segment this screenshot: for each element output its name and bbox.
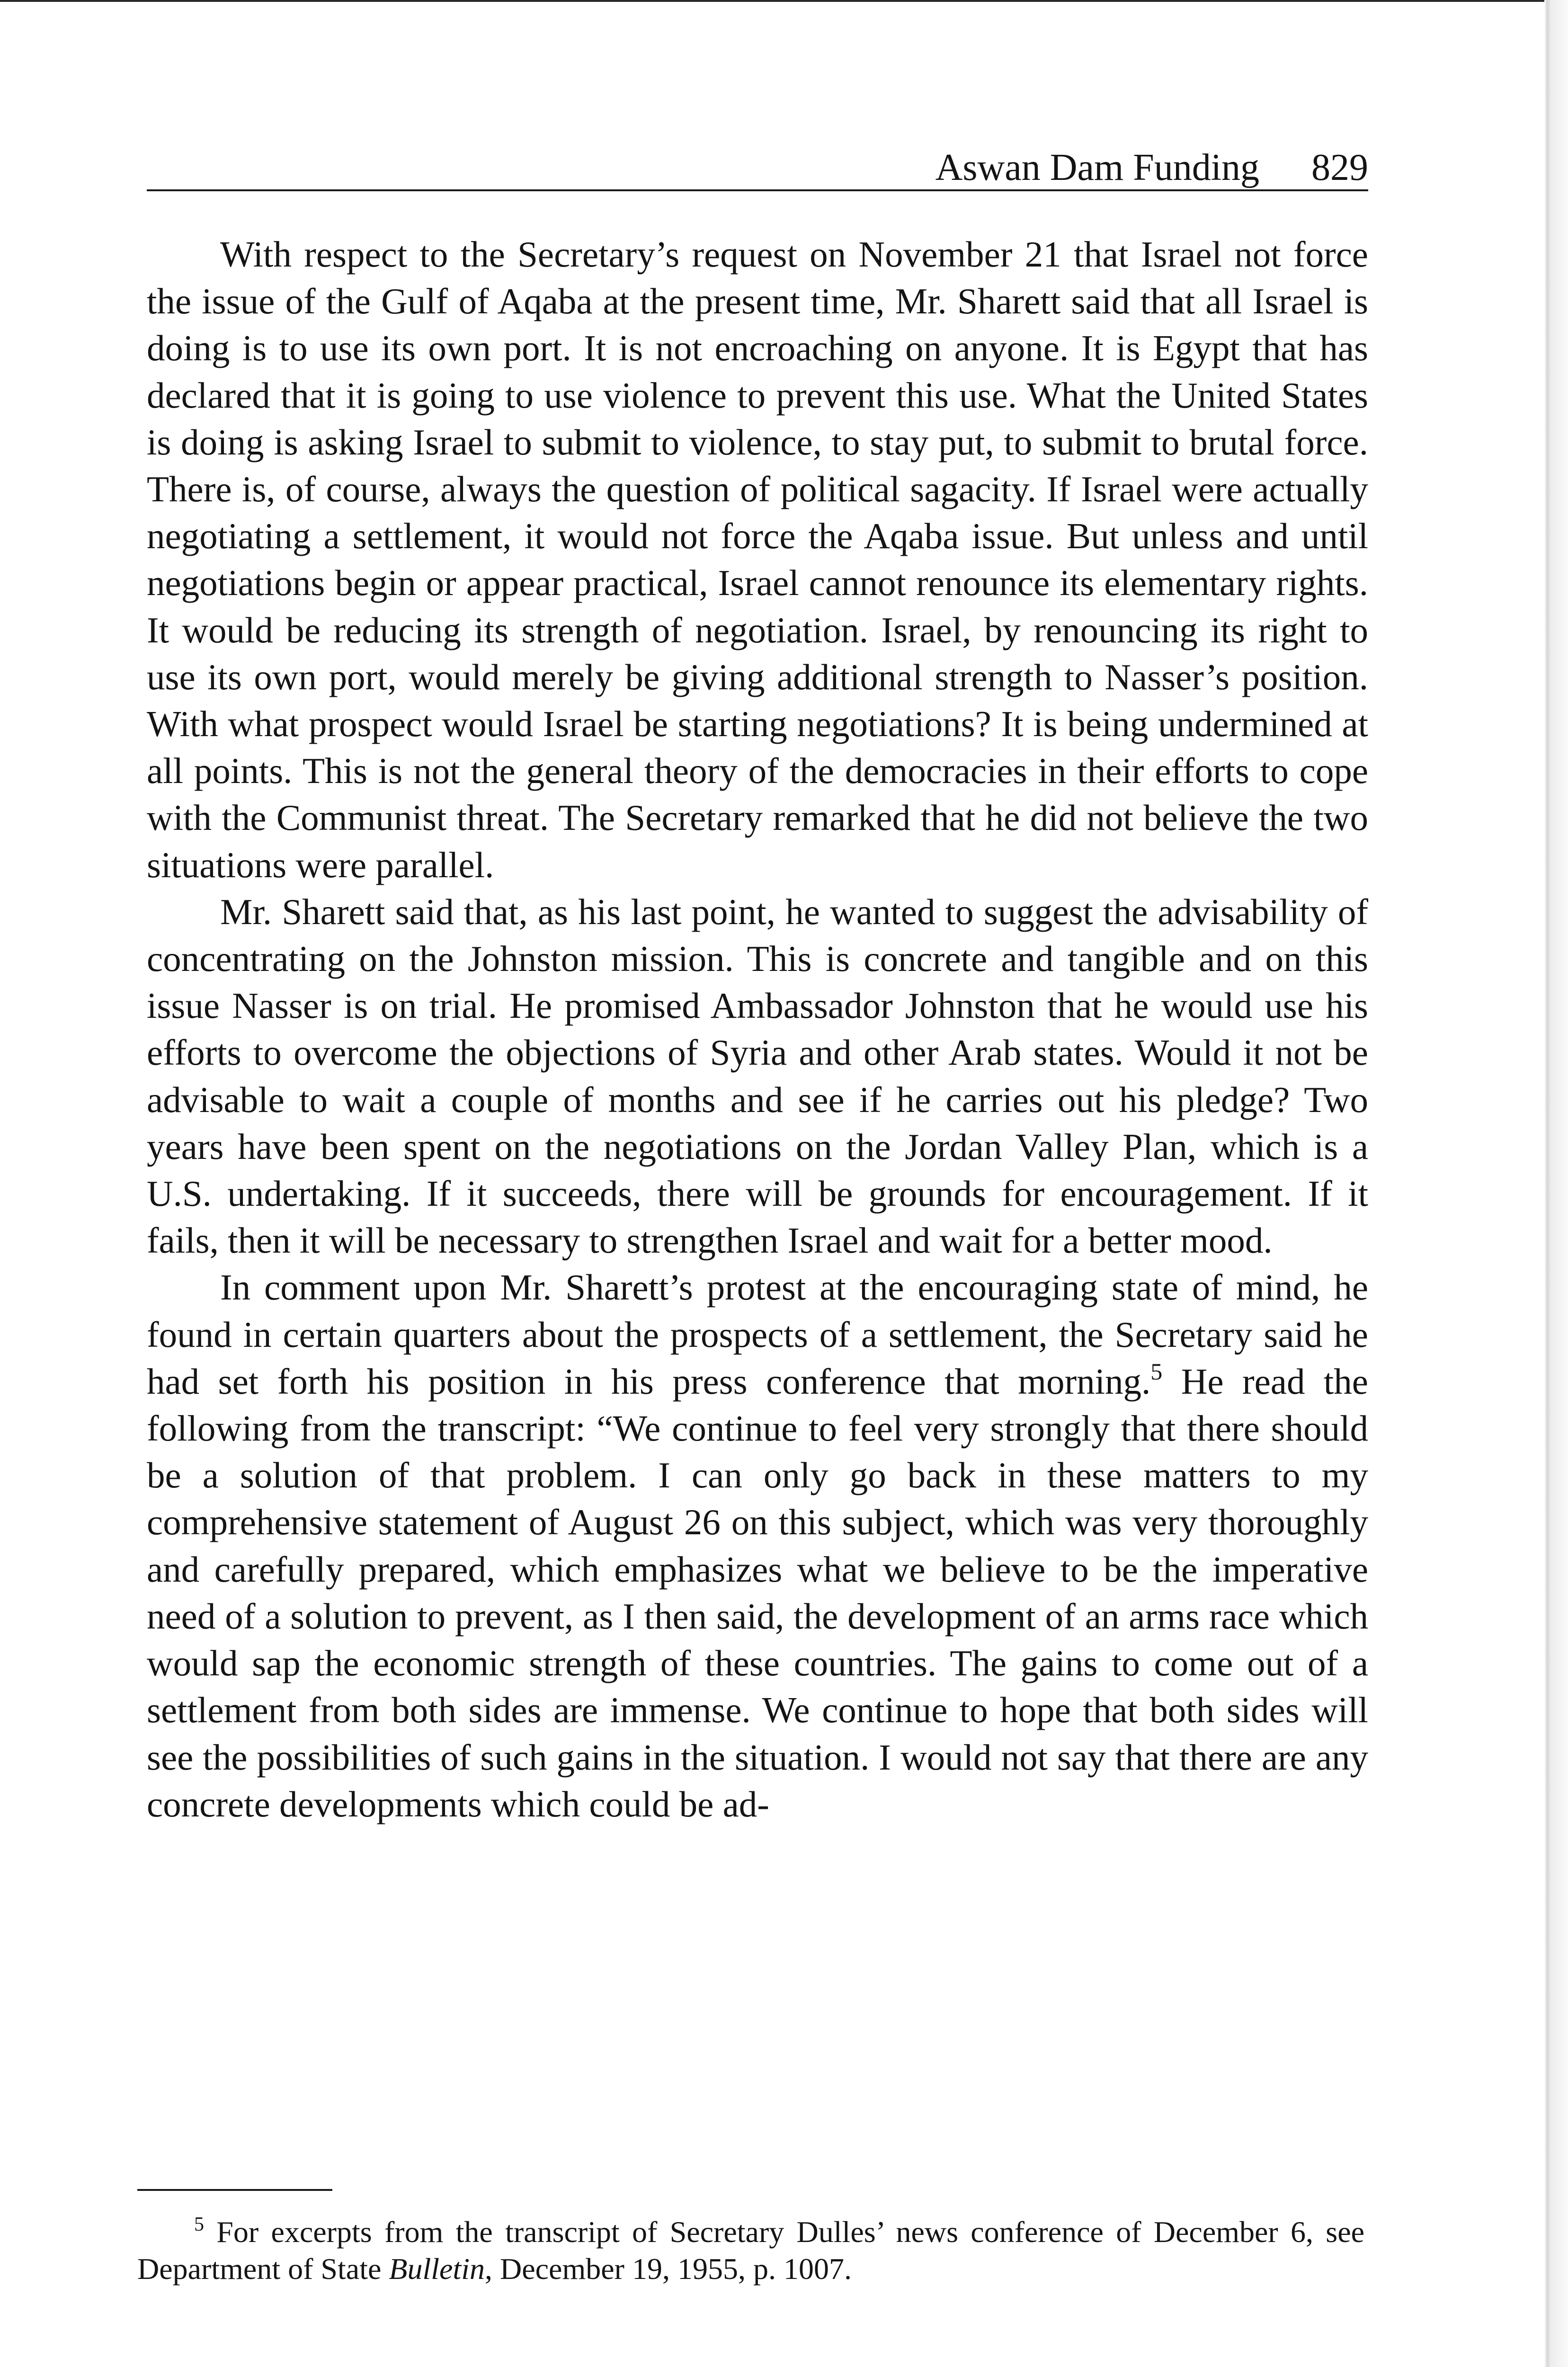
paragraph-3-text-after-note: He read the following from the transcript: “We continue to feel very strongly that there should be a solution of that problem. I can only go back in these matters to my comprehensive statement of August 26 on this subject, which was very thoroughly and carefully prepared, which emphasizes what we believe to be the imperative need of a solution to prevent, as I then said, the development of an arms race which would sap the economic strength of these countries. The gains to come out of a settlement from both sides are immense. We continue to hope that both sides will see the possibilities of such gains in the situation. I would not say that there are any concrete developments which could be ad- [147, 1361, 1368, 1824]
paragraph-3 [147, 1264, 1368, 1827]
body-text [147, 231, 1368, 1828]
footnote-reference[interactable]: 5 [1150, 1358, 1163, 1385]
footnote-marker: 5 [194, 2214, 204, 2235]
scan-top-edge [0, 0, 1568, 2]
footnote-rule [137, 2189, 332, 2191]
paragraph-2: Mr. Sharett said that, as his last point, he wanted to suggest the advisability of concentrating on the Johnston mission. This is concrete and tangible and on this issue Nasser is on trial. He promised Ambassador Johnston that he would use his efforts to overcome the objections of Syria and other Arab states. Would it not be advisable to wait a couple of months and see if he carries out his pledge? Two years have been spent on the negotiations on the Jordan Valley Plan, which is a U.S. undertaking. If it succeeds, there will be grounds for encouragement. If it fails, then it will be necessary to strengthen Israel and wait for a better mood. [147, 891, 1368, 1261]
running-head-title: Aswan Dam Funding [935, 147, 1259, 188]
paragraph-3-text-before-note: In comment upon Mr. Sharett’s protest at the encouraging state of mind, he found in certain quarters about the prospects of a settlement, the Secretary said he had set forth his position in his press conference that morning. [147, 1267, 1368, 1402]
page-number: 829 [1311, 147, 1368, 188]
footnote-publication-title: Bulletin [389, 2252, 485, 2286]
footnote-citation: , December 19, 1955, p. 1007. [485, 2252, 852, 2286]
scan-right-edge [1544, 0, 1568, 2367]
running-head [147, 142, 1368, 191]
paragraph-1: With respect to the Secretary’s request on November 21 that Israel not force the issue of the Gulf of Aqaba at the present time, Mr. Sharett said that all Israel is doing is to use its own port. It is not encroaching on anyone. It is Egypt that has declared that it is going to use violence to prevent this use. What the United States is doing is asking Israel to submit to violence, to stay put, to submit to brutal force. There is, of course, always the question of political sagacity. If Israel were actually negotiating a settlement, it would not force the Aqaba issue. But unless and until negotiations begin or appear practical, Israel cannot renounce its elementary rights. It would be reducing its strength of negotiation. Israel, by renouncing its right to use its own port, would merely be giving additional strength to Nasser’s position. With what prospect would Israel be starting negotiations? It is being undermined at all points. This is not the general theory of the democracies in their efforts to cope with the Communist threat. The Secretary remarked that he did not believe the two situations were parallel. [147, 234, 1368, 885]
footnote [137, 2214, 1364, 2287]
footnote-text: For excerpts from the transcript of Secretary Dulles’ news conference of December 6, see Department of State [137, 2215, 1364, 2286]
